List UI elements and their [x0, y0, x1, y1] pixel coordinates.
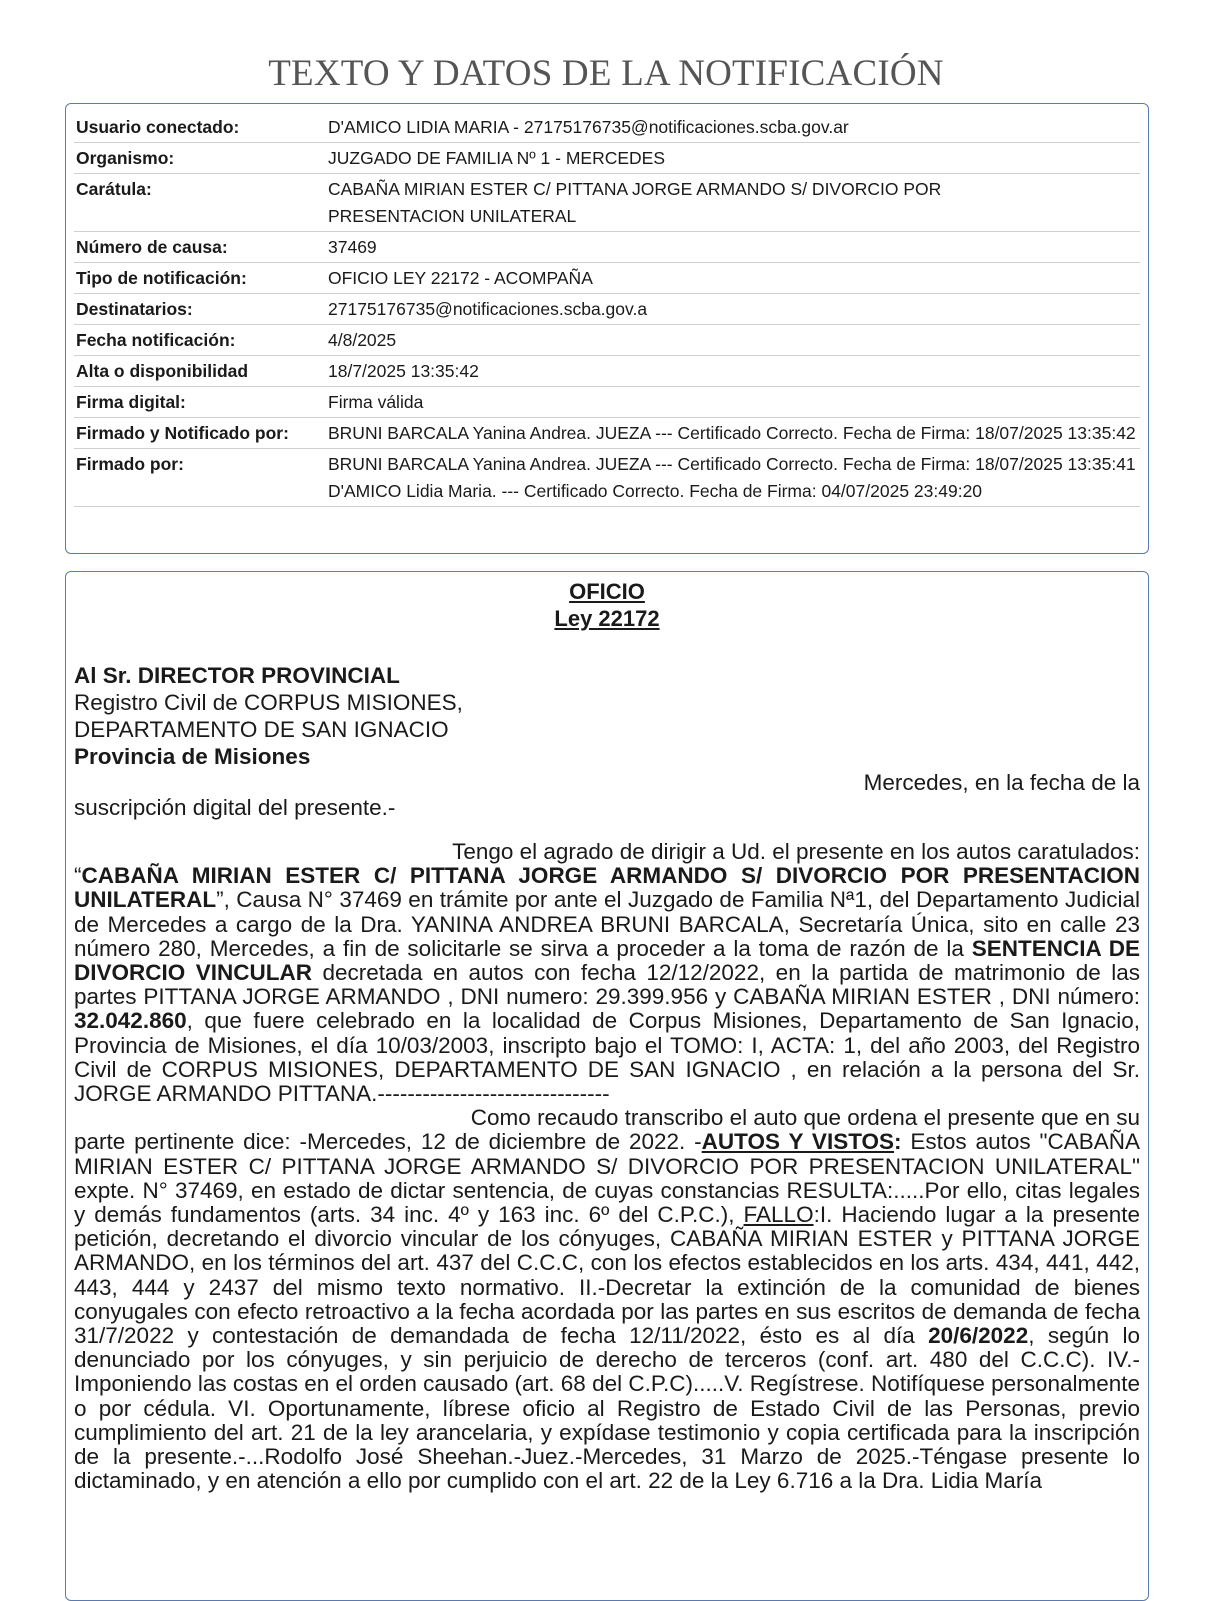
info-value: D'AMICO LIDIA MARIA - 27175176735@notificaciones.scba.gov.ar — [328, 117, 849, 137]
info-value: 18/7/2025 13:35:42 — [328, 361, 479, 381]
paragraph-text: ”, Causa N° 37469 en trámite por ante el Juzgado de Familia Nª1, del Departamento Judicial de Mercedes a cargo de la Dra. YANINA ANDREA BRUNI BARCALA, Secretaría Única, sito en calle 23 número 280, Mercedes, a fin de solicitarle se sirva a proceder a la toma de razón de la — [74, 887, 1140, 961]
info-label: Firmado por: — [76, 454, 184, 474]
paragraph-text: Estos autos "CABAÑA MIRIAN ESTER C/ PITTANA JORGE ARMANDO S/ DIVORCIO POR PRESENTACION UNILATERAL" expte. N° 37469, en estado de dictar sentencia, de cuyas constancias RESULTA:.....Por ello, citas legales y demás fundamentos (arts. 34 inc. 4º y 163 inc. 6º del C.P.C.), — [74, 1129, 1140, 1228]
info-row-caratula — [74, 174, 1140, 232]
paragraph-text: , que fuere celebrado en la localidad de Corpus Misiones, Departamento de San Ignacio, Provincia de Misiones, el día 10/03/2003, inscripto bajo el TOMO: I, ACTA: 1, del año 2003, del Registro Civil de CORPUS MISIONES, DEPARTAMENTO DE SAN IGNACIO , en relación a la persona del Sr. JORGE ARMANDO PITTANA.------------------------------- — [74, 1008, 1140, 1107]
page-title: TEXTO Y DATOS DE LA NOTIFICACIÓN — [268, 53, 944, 94]
info-row-firmado-por — [74, 449, 1140, 507]
document-subheading: Ley 22172 — [554, 606, 660, 631]
info-value: Firma válida — [328, 392, 424, 412]
sentence-type: SENTENCIA DE DIVORCIO VINCULAR — [74, 935, 1140, 986]
info-value: JUZGADO DE FAMILIA Nº 1 - MERCEDES — [328, 148, 666, 168]
addressee: Al Sr. DIRECTOR PROVINCIAL — [74, 663, 400, 688]
info-value: 4/8/2025 — [328, 330, 397, 350]
place-date-continued: suscripción digital del presente.- — [74, 795, 396, 820]
paragraph-request — [74, 840, 1140, 1106]
info-value: BRUNI BARCALA Yanina Andrea. JUEZA --- Certificado Correcto. Fecha de Firma: 18/07/2025 13:35:42 — [328, 423, 1136, 443]
info-value: OFICIO LEY 22172 - ACOMPAÑA — [328, 268, 593, 288]
info-value: 37469 — [328, 237, 377, 257]
info-label: Número de causa: — [76, 237, 228, 257]
paragraph-text: decretada en autos con fecha 12/12/2022, en la partida de matrimonio de las partes PITTANA JORGE ARMANDO , DNI numero: 29.399.956 y CABAÑA MIRIAN ESTER , DNI número: — [74, 960, 1140, 1010]
paragraph-text: :I. Haciendo lugar a la presente petición, decretando el divorcio vincular de los cónyuges, CABAÑA MIRIAN ESTER y PITTANA JORGE ARMANDO, en los términos del art. 437 del C.C.C, con los efectos establecidos en los arts. 434, 441, 442, 443, 444 y 2437 del mismo texto normativo. II.-Decretar la extinción de la comunidad de bienes conyugales con efecto retroactivo a la fecha acordada por las partes en sus escritos de demanda de fecha 31/7/2022 y contestación de demandada de fecha 12/11/2022, ésto es al día — [74, 1202, 1140, 1349]
case-title: CABAÑA MIRIAN ESTER C/ PITTANA JORGE ARMANDO S/ DIVORCIO POR PRESENTACION UNILATERAL — [74, 863, 1140, 913]
paragraph-text: , según lo denunciado por los cónyuges, y sin perjuicio de derecho de terceros (conf. art. 480 del C.C.C). IV.- Imponiendo las costas en el orden causado (art. 68 del C.P.C).....V. Regístrese. Notifíquese personalmente o por cédula. VI. Oportunamente, líbrese oficio al Registro de Estado Civil de las Personas, previo cumplimiento del art. 21 de la ley arancelaria, y expídase testimonio y copia certificada para la inscripción de la presente.-...Rodolfo José Sheehan.-Juez.-Mercedes, 31 Marzo de 2025.-Téngase presente lo dictaminado, y en atención a ello por cumplido con el art. 22 de la Ley 6.716 a la Dra. Lidia María — [74, 1323, 1140, 1494]
paragraph-transcription — [74, 1106, 1140, 1493]
info-label: Firma digital: — [76, 392, 186, 412]
info-row-organismo — [74, 143, 1140, 174]
quote-mark: “ — [74, 863, 82, 889]
address-province: Provincia de Misiones — [74, 744, 311, 769]
info-value: CABAÑA MIRIAN ESTER C/ PITTANA JORGE ARMANDO S/ DIVORCIO POR PRESENTACION UNILATERAL — [328, 179, 942, 226]
retroactive-date: 20/6/2022 — [928, 1323, 1029, 1349]
info-row-numero-causa — [74, 232, 1140, 263]
info-value: 27175176735@notificaciones.scba.gov.a — [328, 299, 648, 319]
info-row-usuario — [74, 112, 1140, 143]
dni-number: 32.042.860 — [74, 1008, 187, 1034]
info-label: Destinatarios: — [76, 299, 193, 319]
paragraph-opening: Tengo el agrado de dirigir a Ud. el presente en los autos caratulados: — [452, 839, 1140, 864]
info-label: Carátula: — [76, 179, 152, 199]
place-date: Mercedes, en la fecha de la — [863, 770, 1140, 795]
paragraph-text: parte pertinente dice: -Mercedes, 12 de diciembre de 2022. - — [74, 1129, 702, 1155]
info-row-destinatarios — [74, 294, 1140, 325]
info-label: Fecha notificación: — [76, 330, 236, 350]
autos-y-vistos: AUTOS Y VISTOS — [701, 1129, 895, 1155]
address-line: Registro Civil de CORPUS MISIONES, — [74, 690, 463, 715]
oficio-document — [65, 571, 1149, 1601]
address-line: DEPARTAMENTO DE SAN IGNACIO — [74, 717, 449, 742]
info-label: Alta o disponibilidad — [76, 361, 249, 381]
info-row-firmado-notificado — [74, 418, 1140, 449]
info-row-alta — [74, 356, 1140, 387]
info-row-firma-digital — [74, 387, 1140, 418]
info-label: Organismo: — [76, 148, 175, 168]
info-row-tipo-notificacion — [74, 263, 1140, 294]
paragraph-opening: Como recaudo transcribo el auto que ordena el presente que en su — [470, 1105, 1140, 1131]
notification-info-table — [65, 103, 1149, 554]
document-heading: OFICIO — [569, 579, 645, 604]
info-value: BRUNI BARCALA Yanina Andrea. JUEZA --- Certificado Correcto. Fecha de Firma: 18/07/2025 13:35:41 D'AMICO Lidia Maria. --- Certificado Correcto. Fecha de Firma: 04/07/2025 23:49:20 — [328, 454, 1136, 501]
info-label: Usuario conectado: — [76, 117, 240, 137]
info-label: Tipo de notificación: — [76, 268, 247, 288]
info-row-fecha-notificacion — [74, 325, 1140, 356]
fallo-label: FALLO — [743, 1202, 814, 1228]
colon: : — [894, 1129, 902, 1155]
info-label: Firmado y Notificado por: — [76, 423, 289, 443]
